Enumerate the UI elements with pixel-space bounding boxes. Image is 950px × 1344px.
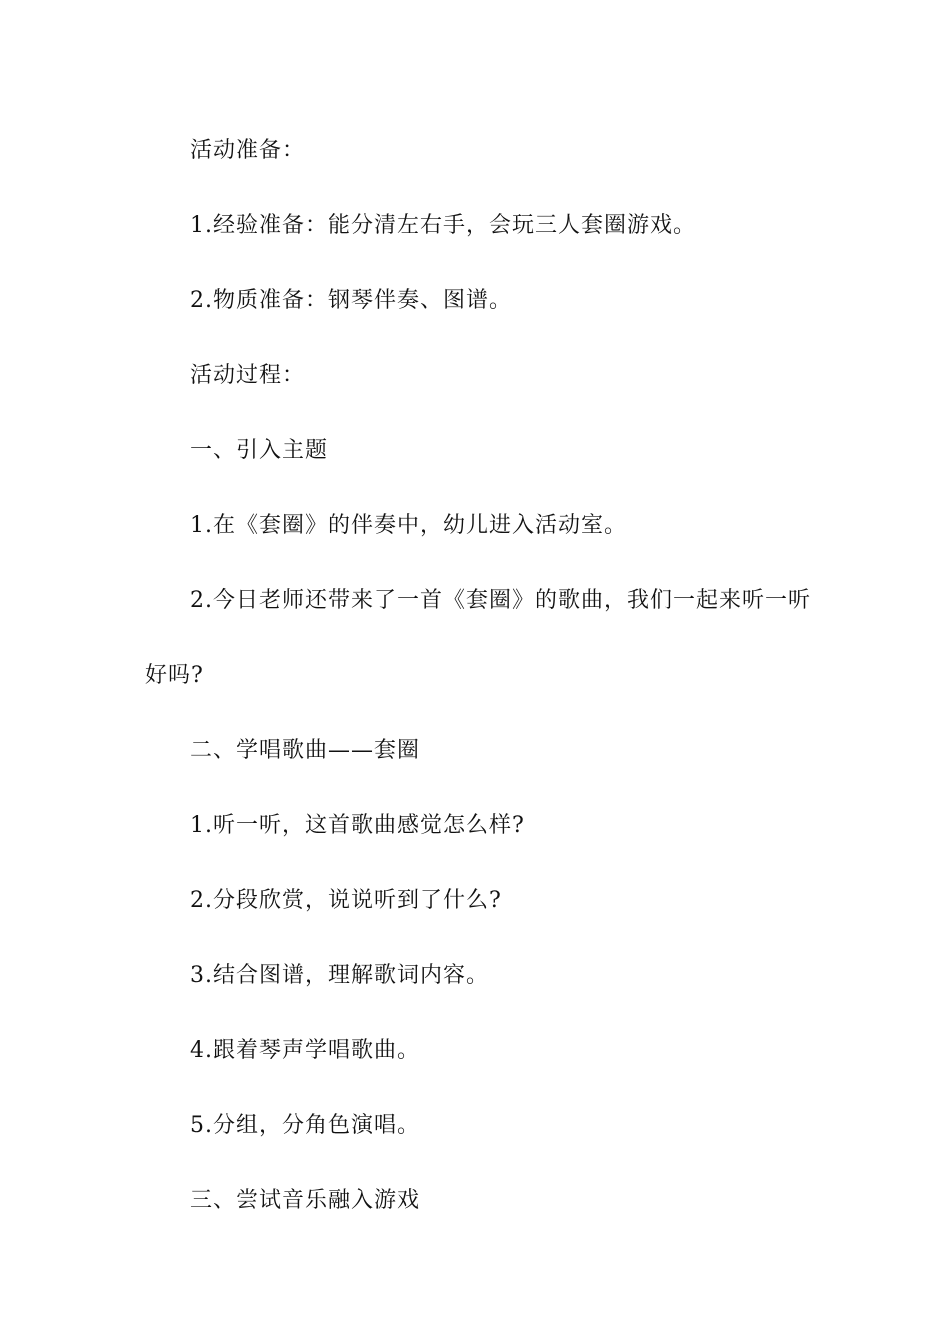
paragraph-experience-prep: 1.经验准备：能分清左右手，会玩三人套圈游戏。 <box>190 213 696 238</box>
subheading-music-game: 三、尝试音乐融入游戏 <box>190 1188 421 1213</box>
list-item-understand-lyrics: 3.结合图谱，理解歌词内容。 <box>190 963 489 988</box>
section-heading-preparation: 活动准备： <box>190 138 306 163</box>
paragraph-enter-room: 1.在《套圈》的伴奏中，幼儿进入活动室。 <box>190 513 627 538</box>
list-item-listen: 1.听一听，这首歌曲感觉怎么样? <box>190 813 525 838</box>
section-heading-process: 活动过程： <box>190 363 306 388</box>
paragraph-listen-song-continued: 好吗? <box>145 663 204 688</box>
subheading-introduce-theme: 一、引入主题 <box>190 438 329 463</box>
paragraph-material-prep: 2.物质准备：钢琴伴奏、图谱。 <box>190 288 512 313</box>
list-item-segment-appreciation: 2.分段欣赏，说说听到了什么? <box>190 888 502 913</box>
subheading-learn-song: 二、学唱歌曲——套圈 <box>190 738 421 763</box>
list-item-group-singing: 5.分组，分角色演唱。 <box>190 1113 420 1138</box>
list-item-sing-along: 4.跟着琴声学唱歌曲。 <box>190 1038 420 1063</box>
paragraph-listen-song: 2.今日老师还带来了一首《套圈》的歌曲，我们一起来听一听 <box>190 588 811 613</box>
